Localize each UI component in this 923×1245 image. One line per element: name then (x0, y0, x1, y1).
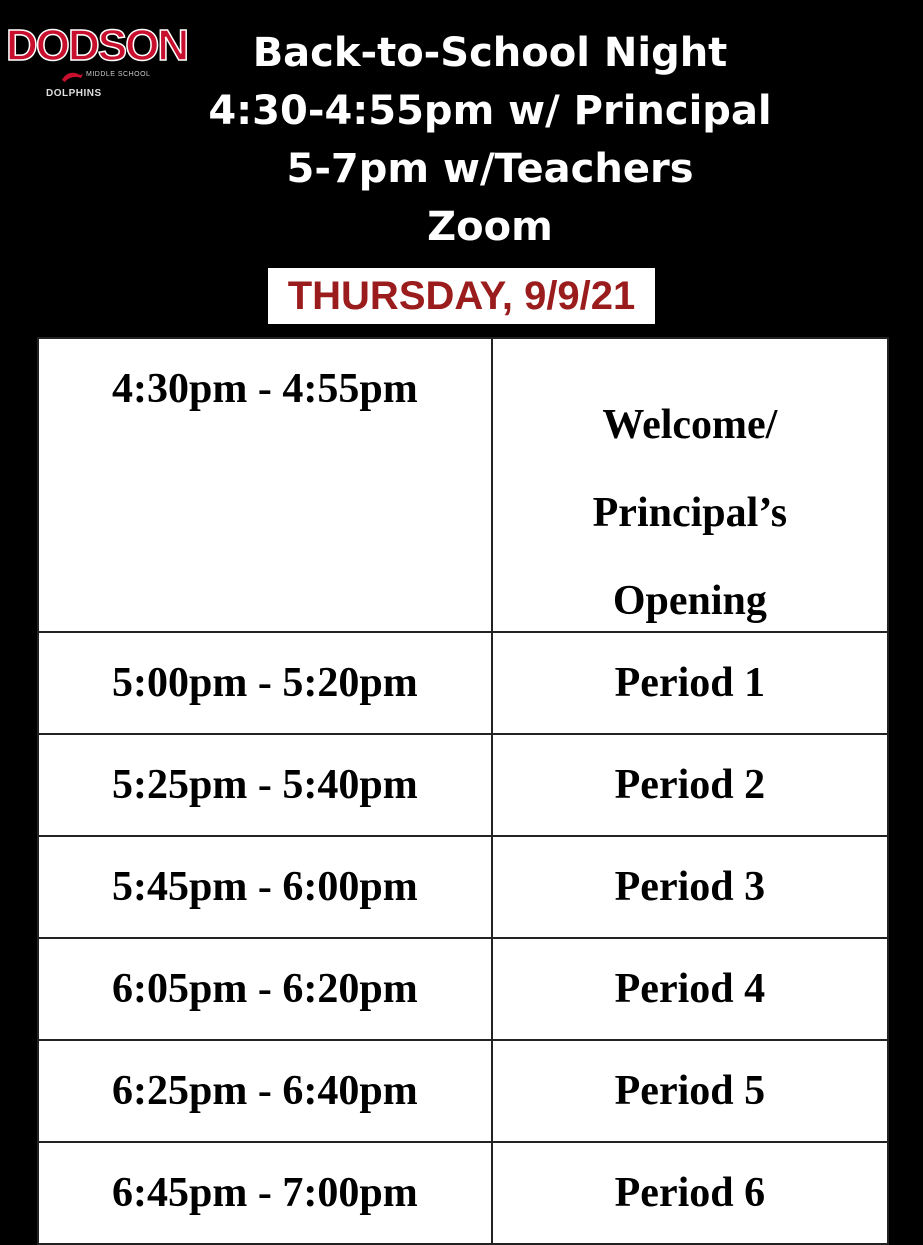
logo-subtitle: MIDDLE SCHOOL (86, 71, 151, 78)
heading-line-title: Back-to-School Night (252, 30, 728, 76)
school-logo (6, 21, 188, 102)
activity-cell (492, 338, 888, 632)
activity-cell: Period 4 (492, 938, 888, 1040)
activity-cell: Period 6 (492, 1142, 888, 1244)
table-row (38, 632, 888, 734)
time-cell: 6:45pm - 7:00pm (38, 1142, 492, 1244)
event-heading (180, 24, 800, 256)
time-cell (38, 338, 492, 632)
table-row (38, 338, 888, 632)
activity-cell: Period 2 (492, 734, 888, 836)
time-cell: 5:25pm - 5:40pm (38, 734, 492, 836)
activity-cell: Period 5 (492, 1040, 888, 1142)
heading-line-platform: Zoom (427, 204, 553, 250)
table-row (38, 836, 888, 938)
time-cell: 5:00pm - 5:20pm (38, 632, 492, 734)
schedule-table (37, 337, 889, 1245)
activity-text (493, 339, 887, 631)
heading-line-principal: 4:30-4:55pm w/ Principal (208, 88, 772, 134)
table-row (38, 1040, 888, 1142)
time-cell: 6:05pm - 6:20pm (38, 938, 492, 1040)
table-row (38, 1142, 888, 1244)
event-date: THURSDAY, 9/9/21 (268, 268, 655, 324)
logo-team-name: DOLPHINS (46, 88, 102, 99)
dolphin-icon (60, 70, 84, 84)
activity-cell: Period 3 (492, 836, 888, 938)
activity-line: Welcome/ (602, 402, 778, 448)
time-text: 4:30pm - 4:55pm (112, 366, 418, 412)
table-row (38, 938, 888, 1040)
table-row (38, 734, 888, 836)
heading-line-teachers: 5-7pm w/Teachers (286, 146, 694, 192)
activity-line: Opening (612, 578, 767, 624)
activity-cell: Period 1 (492, 632, 888, 734)
logo-wordmark: DODSON (6, 21, 188, 70)
activity-line: Principal’s (592, 490, 788, 536)
time-cell: 5:45pm - 6:00pm (38, 836, 492, 938)
time-cell: 6:25pm - 6:40pm (38, 1040, 492, 1142)
